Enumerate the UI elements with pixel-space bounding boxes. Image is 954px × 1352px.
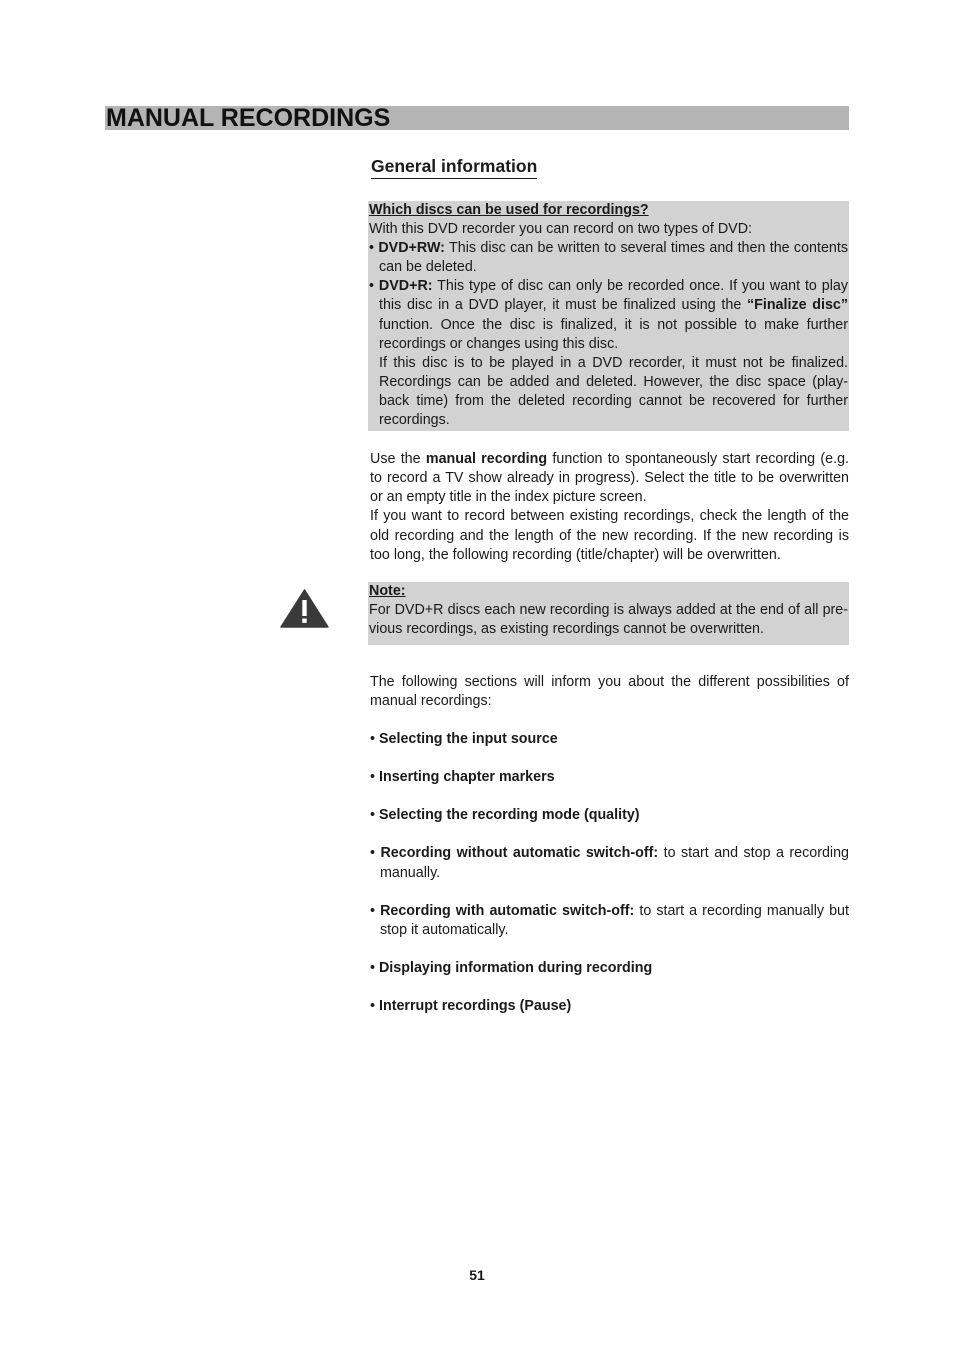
manual-recording-term: manual recording [425,451,548,468]
usage-p1-pre: Use the [370,451,426,468]
list-item-title: Selecting the input source [378,731,558,748]
main-content [370,155,849,1035]
list-item-title: Inserting chapter markers [378,769,555,786]
list-item: • Selecting the recording mode (quality) [370,807,640,824]
usage-paragraph-1 [370,450,849,507]
sections-intro: The following sections will inform you about the different possibilities of manual recordings: [370,673,849,710]
dvd-r-item: • DVD+R: This type of disc can only be recorded once. If you want to play this disc in a DVD player, it must be finalized using the “Finalize disc” function. Once the disc is finalized, it is not possible to make further recordings or changes using this disc. [369,278,849,352]
disc-box-intro: With this DVD recorder you can record on two types of DVD: [369,221,752,238]
dvd-r-text-2: function. Once the disc is finalized, it is not possible to make further recordings or changes using this disc. [379,316,848,352]
disc-types-box [368,201,849,431]
list-item: • Recording without automatic switch-off: to start and stop a recording manually. [370,845,850,881]
list-item-title: Displaying information during recording [378,959,653,976]
list-item: • Displaying information during recording [370,959,653,976]
dvd-rw-label: DVD+RW: [378,240,445,257]
dvd-r-label: DVD+R: [378,278,433,295]
sections-list [370,730,849,1016]
dvd-rw-item: • DVD+RW: This disc can be written to several times and then the contents can be deleted. [369,240,848,276]
finalize-disc-term: “Finalize disc” [746,297,849,314]
list-item-desc: to start and stop a recording manually. [380,845,850,881]
note-box [368,582,849,645]
list-item-title: Recording with automatic switch-off: [380,902,635,919]
section-heading: General information [371,155,537,179]
list-item: • Recording with automatic switch-off: to start a recording manually but stop it automatically. [370,902,849,938]
note-text: For DVD+R discs each new recording is always added at the end of all pre-vious recordings, as existing recordings cannot be overwritten. [369,601,848,637]
list-item: • Selecting the input source [370,731,558,748]
usage-p1-post: function to spontaneously start recording (e.g. to record a TV show already in progress). Select the title to be overwritten or an empty title in the index picture screen. [370,451,849,506]
page-number: 51 [469,1267,485,1283]
usage-paragraph-2: If you want to record between existing recordings, check the length of the old recording and the length of the new recording. If the new recording is too long, the following recording (title/chapter) will be overwritten. [370,508,849,563]
list-item: • Interrupt recordings (Pause) [370,997,572,1014]
note-heading: Note: [369,582,406,599]
list-item-title: Recording without automatic switch-off: [380,845,659,862]
list-item-title: Interrupt recordings (Pause) [378,997,572,1014]
list-item-desc: to start a recording manually but stop it automatically. [380,902,849,938]
disc-box-heading: Which discs can be used for recordings? [369,202,649,218]
warning-icon [280,589,329,628]
list-item-title: Selecting the recording mode (quality) [378,807,640,824]
dvd-r-text-1: This type of disc can only be recorded once. If you want to play this disc in a DVD player, it must be finalized using the [379,278,848,314]
dvd-rw-text: This disc can be written to several times and then the contents can be deleted. [379,240,848,276]
page-title: MANUAL RECORDINGS [106,104,391,132]
page-title-bar [105,106,849,130]
list-item: • Inserting chapter markers [370,769,555,786]
dvd-r-recorder-text: If this disc is to be played in a DVD recorder, it must not be finalized. Recordings can be added and deleted. However, the disc space (play-back time) from the deleted recording cannot be recovered for further recordings. [379,354,848,429]
